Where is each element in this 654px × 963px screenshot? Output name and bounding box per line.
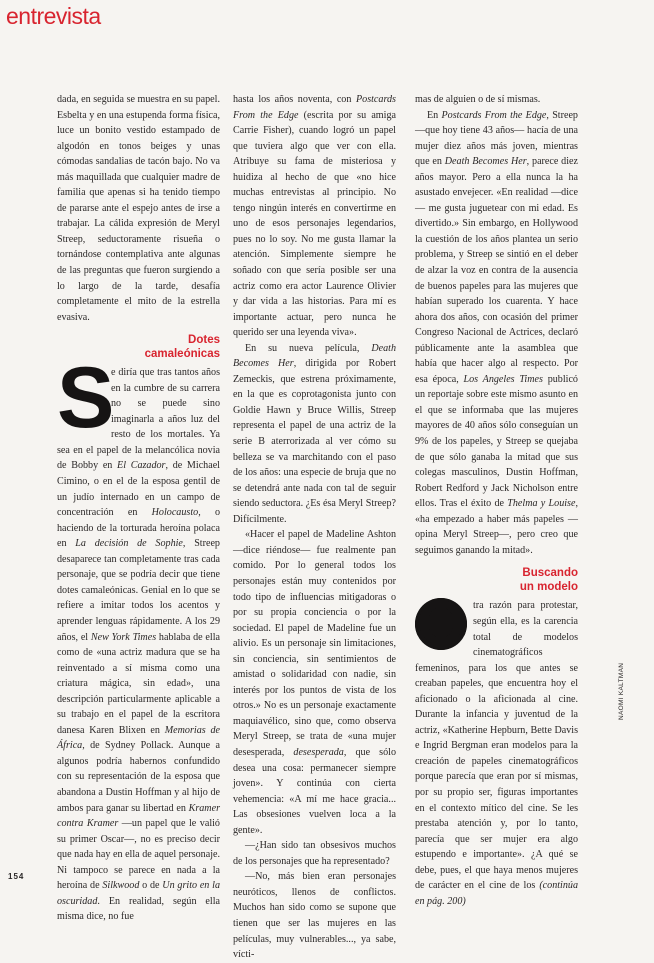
text-run: En su nueva película, bbox=[245, 342, 372, 354]
text-run: , de Sydney Pollack. Aunque a algunos podría habernos confundido con su representación de la esposa que abandona a Dustin Hoffman y al hijo de ambos para ganar su libertad en bbox=[57, 740, 220, 814]
column-2 bbox=[233, 92, 396, 963]
paragraph bbox=[233, 92, 396, 341]
drop-cap bbox=[57, 350, 115, 447]
text-run: , dirigida por Robert Zemeckis, que estrena próximamente, en la que es coprotagonista junto con Goldie Hawn y Bruce Willis, Streep representa el papel de una actriz de la serie B aterrorizada al ver cómo su belleza se va marchitando con el paso de los años: una especie de bruja que no se detendrá ante nada con tal de seguir siendo seductora. ¿Es ésa Meryl Streep? Difícilmente. bbox=[233, 358, 396, 525]
photo-credit: NAOMI KALTMAN bbox=[618, 662, 625, 720]
paragraph bbox=[233, 527, 396, 838]
text-run: o de bbox=[139, 880, 163, 892]
publication-title: New York Times bbox=[90, 631, 157, 643]
film-title: Postcards From the Edge bbox=[441, 109, 547, 121]
paragraph-with-dropcap bbox=[415, 589, 578, 909]
drop-cap bbox=[415, 589, 467, 659]
section-tag: entrevista bbox=[6, 3, 101, 29]
text-run: publicó un reportaje sobre este mismo asunto en el que se informaba que las mujeres mayores de 40 años sólo conseguían un 9% de los papeles, y Streep se quejaba de que sólo ganaba la mitad que sus colegas masculinos, Dustin Hoffman, Robert Redford y Jack Nicholson entre ellos. Tras el éxito de bbox=[415, 373, 578, 510]
text-run: hasta los años noventa, con bbox=[233, 94, 356, 105]
text-run: . En realidad, según ella misma dice, no fue bbox=[57, 895, 220, 923]
text-run: e diría que tras tantos años en la cumbre de su carrera no se puede sino imaginarla a años luz del resto de los mortales. Ya sea en el papel de la melancólica novia de Bobby en bbox=[57, 367, 220, 472]
text-run: , Streep desaparece tan completamente tras cada personaje, que se podría decir que tiene dotes camaleónicas. Genial en lo que se refiere a imitar todos los acentos y aprender lenguas rápidamente. A los 29 años, el bbox=[57, 538, 220, 643]
paragraph: dada, en seguida se muestra en su papel. Esbelta y en una estupenda forma física, luce un bonito vestido estampado de algodón en tonos beiges y unas cómodas sandalias de tacón bajo. No va más maquillada que cualquier madre de familia que apenas si ha tenido tiempo de pararse ante el espejo antes de irse a trabajar. La cálida expresión de Meryl Streep, seductoramente risueña o tornándose contemplativa ante algunas de las preguntas que fueron surgiendo a lo largo de la tarde, desafía completamente el mito de la estrella evasiva. bbox=[57, 94, 220, 323]
paragraph: mas de alguien o de sí mismas. bbox=[415, 94, 541, 105]
column-3 bbox=[415, 92, 578, 909]
text-run: , de Michael Cimino, o en el de la esposa gentil de un judío internado en un campo de concentración en bbox=[57, 460, 220, 519]
text-run: , que sólo desea una cosa: permanecer siempre joven». Y continúa con cierta vehemencia: «A mí me hace gracia... Las obsesiones vuelven loca a la gente». bbox=[233, 746, 396, 836]
paragraph bbox=[233, 341, 396, 528]
interview-answer: —No, más bien eran personajes neuróticos, llenos de conflictos. Muchos han sido como se supone que tienen que ser las mujeres en las películas, muy vulnerables..., ya sabe, vícti- bbox=[233, 871, 396, 961]
drop-cap-letter: S bbox=[57, 350, 115, 447]
film-title: Memorias de África bbox=[57, 724, 221, 752]
film-title: El Cazador bbox=[117, 460, 166, 472]
text-run: , Streep —que hoy tiene 43 años— hacía de una mujer diez años más joven, mientras que en bbox=[415, 109, 578, 168]
paragraph bbox=[415, 108, 578, 559]
emphasis: desesperada bbox=[293, 746, 344, 758]
text-run: (escrita por su amiga Carrie Fisher), cuando logró un papel que tuviera algo que ver con ella. Atribuye su fama de misteriosa y huidiza al hecho de que «no hice muchas entrevistas al principio. No tengo ningún interés en convertirme en uno de esos personajes legendarios, pues no lo soy. No me gusta llamar la atención. Simplemente siempre he soñado con que sería posible ser una actriz como era actor Laurence Olivier y dar vida a las historias. Para mí es importante actuar, pero nunca he querido ser una leyenda viva». bbox=[233, 109, 396, 339]
subheading-line: camaleónicas bbox=[144, 348, 220, 361]
text-run: , parece diez años mayor. Pero a ella nunca la ha asustado envejecer. «En realidad —dice— me gusta juguetear con mi edad. Es divertido.» Sin embargo, en Hollywood la cuestión de los años plantea un serio problema, y Streep se sintió en el deber de alzar la voz en contra de la ausencia de buenos papeles para las mujeres que habían superado los cuarenta. Y hace ahora dos años, con ocasión del primer Congreso Nacional de Actrices, declaró públicamente ante la asamblea que había que hacer algo al respecto. Por esa época, bbox=[415, 156, 578, 385]
column-1 bbox=[57, 92, 220, 925]
text-run: tra razón para protestar, según ella, es la carencia total de modelos cinematográficos femeninos, para los que antes se creaban papeles, que encuentra hoy el aficionado o la aficionada al cine. Durante la infancia y juventud de la actriz, «Katherine Hepburn, Bette Davis e Ingrid Bergman eran modelos para la creación de papeles cinematográficos porque parecía que eran por sí mismas, por su propio ser, figuras importantes en el contexto mítico del cine. Se les prestaba atención y, por lo tanto, parecía que ser mujer era algo estupendo e importante». ¿A qué se debe, pues, el que haya menos mujeres de carácter en el cine de los bbox=[415, 600, 578, 892]
paragraph-with-dropcap bbox=[57, 350, 221, 925]
page-number: 154 bbox=[8, 872, 25, 881]
subheading-line: Buscando bbox=[522, 567, 578, 580]
film-title: Postcards From the Edge bbox=[233, 94, 396, 121]
text-run: , «ha empezado a haber más papeles —opina Meryl Streep—, pero creo que seguimos ganando la mitad». bbox=[415, 498, 578, 556]
film-title: Silkwood bbox=[102, 880, 140, 892]
text-run: En bbox=[427, 109, 442, 121]
interview-question: —¿Han sido tan obsesivos muchos de los personajes que ha representado? bbox=[233, 840, 396, 867]
film-title: La decisión de Sophie bbox=[75, 538, 183, 550]
drop-cap-letter: O bbox=[416, 589, 466, 659]
text-run: , o haciendo de la torturada heroína polaca en bbox=[57, 507, 221, 550]
continuation-note: (continúa en pág. 200) bbox=[415, 880, 578, 907]
film-title: Kramer contra Kramer bbox=[57, 802, 220, 830]
film-title: Death Becomes Her bbox=[233, 342, 396, 370]
film-title: Thelma y Louise bbox=[507, 498, 576, 510]
text-run: —un papel que le valió su primer Oscar—, no es preciso decir que nada hay en ella de aquel personaje. Ni tampoco se parece en nada a la heroína de bbox=[57, 818, 220, 892]
text-run: hablaba de ella como de «una actriz madura que se ha reinventado a sí misma como una criatura mágica, sin edad», una descripción particularmente aplicable a su trabajo en el papel de la escritora danesa Karen Blixen en bbox=[57, 631, 220, 736]
text-run: «Hacer el papel de Madeline Ashton —dice riéndose— fue realmente pan comido. Por lo general todos los personajes están muy contenidos por todo tipo de influencias mitigadoras o por su propia conciencia o por la sociedad. El papel de Madeline fue un alivio. Es un personaje sin limitaciones, sin conciencia, sin sentimientos de amistad o solidaridad con nadie, sin interés por los puntos de vista de los otros.» No es un personaje exactamente maquiavélico, sino que, como observa Meryl Streep, se trata de «una mujer desesperada, bbox=[233, 529, 396, 758]
subheading-line: Dotes bbox=[188, 334, 220, 347]
subheading-line: un modelo bbox=[519, 581, 578, 594]
film-title: Death Becomes Her bbox=[444, 156, 527, 168]
film-title: Un grito en la oscuridad bbox=[57, 880, 220, 907]
film-title: Holocausto bbox=[151, 507, 199, 519]
publication-title: Los Angeles Times bbox=[463, 373, 543, 385]
